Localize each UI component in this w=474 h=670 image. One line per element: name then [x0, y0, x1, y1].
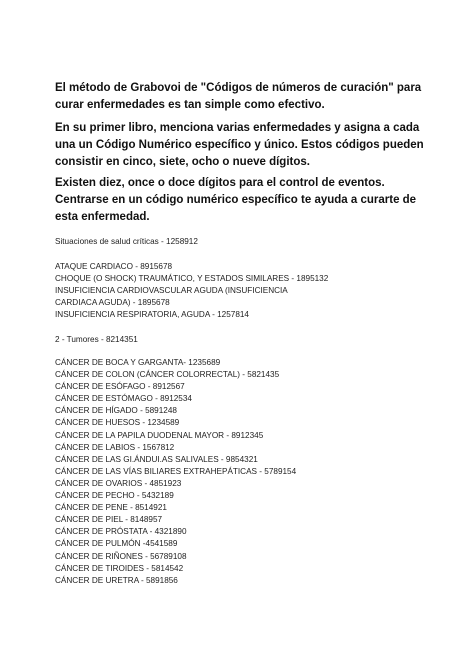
list-item: CÁNCER DE LABIOS - 1567812 [55, 442, 175, 452]
tumors-section [55, 334, 435, 346]
list-item: CARDIACA AGUDA) - 1895678 [55, 298, 170, 308]
list-item: CÁNCER DE PECHO - 5432189 [55, 491, 174, 501]
list-item: CHOQUE (O SHOCK) TRAUMÁTICO, Y ESTADOS SIMILARES - 1895132 [55, 274, 329, 284]
list-item: CÁNCER DE ESÓFAGO - 8912567 [55, 382, 185, 392]
list-item: CÁNCER DE RIÑONES - 56789108 [55, 551, 187, 561]
intro-text: En su primer libro, menciona varias enfermedades y asigna a cada una un Código Numérico específico y único. Estos códigos pueden consistir en cinco, siete, ocho o nueve dígitos. [55, 122, 424, 168]
critical-situations-section [55, 236, 435, 248]
intro-paragraph-1 [55, 80, 435, 114]
list-item: CÁNCER DE ESTÓMAGO - 8912534 [55, 394, 192, 404]
list-item: CÁNCER DE HÍGADO - 5891248 [55, 406, 177, 416]
list-item: CÁNCER DE LA PAPILA DUODENAL MAYOR - 8912345 [55, 430, 264, 440]
list-item: INSUFICIENCIA RESPIRATORIA, AGUDA - 1257814 [55, 310, 249, 320]
list-item: CÁNCER DE BOCA Y GARGANTA- 1235689 [55, 358, 221, 367]
critical-situations-list [55, 261, 435, 321]
section-heading: 2 - Tumores - 8214351 [55, 335, 138, 344]
list-item: CÁNCER DE LAS GI.ÁNDUI.AS SALIVALES - 9854321 [55, 454, 258, 464]
list-item: CÁNCER DE PENE - 8514921 [55, 503, 167, 513]
section-heading: Situaciones de salud críticas - 1258912 [55, 237, 198, 246]
intro-paragraph-3 [55, 175, 435, 226]
list-item: CÁNCER DE PULMÓN -4541589 [55, 539, 178, 549]
list-item: CÁNCER DE PRÓSTATA - 4321890 [55, 527, 187, 537]
intro-text: El método de Grabovoi de "Códigos de números de curación" para curar enfermedades es tan simple como efectivo. [55, 82, 422, 111]
list-item: CÁNCER DE URETRA - 5891856 [55, 575, 178, 585]
intro-text: Existen diez, once o doce dígitos para el control de eventos. Centrarse en un código numérico específico te ayuda a curarte de esta enfermedad. [55, 177, 417, 223]
list-item: CÁNCER DE OVARIOS - 4851923 [55, 478, 182, 488]
list-item: INSUFICIENCIA CARDIOVASCULAR AGUDA (INSUFICIENCIA [55, 286, 288, 296]
list-item: CÁNCER DE COLON (CÁNCER COLORRECTAL) - 5821435 [55, 370, 280, 380]
intro-paragraph-2 [55, 120, 435, 171]
list-item: ATAQUE CARDIACO - 8915678 [55, 262, 173, 271]
list-item: CÁNCER DE LAS VÍAS BILIARES EXTRAHEPÁTICAS - 5789154 [55, 466, 297, 476]
list-item: CÁNCER DE TIROIDES - 5814542 [55, 563, 184, 573]
list-item: CÁNCER DE PIEL - 8148957 [55, 515, 163, 525]
tumors-list [55, 357, 435, 587]
list-item: CÁNCER DE HUESOS - 1234589 [55, 418, 180, 428]
